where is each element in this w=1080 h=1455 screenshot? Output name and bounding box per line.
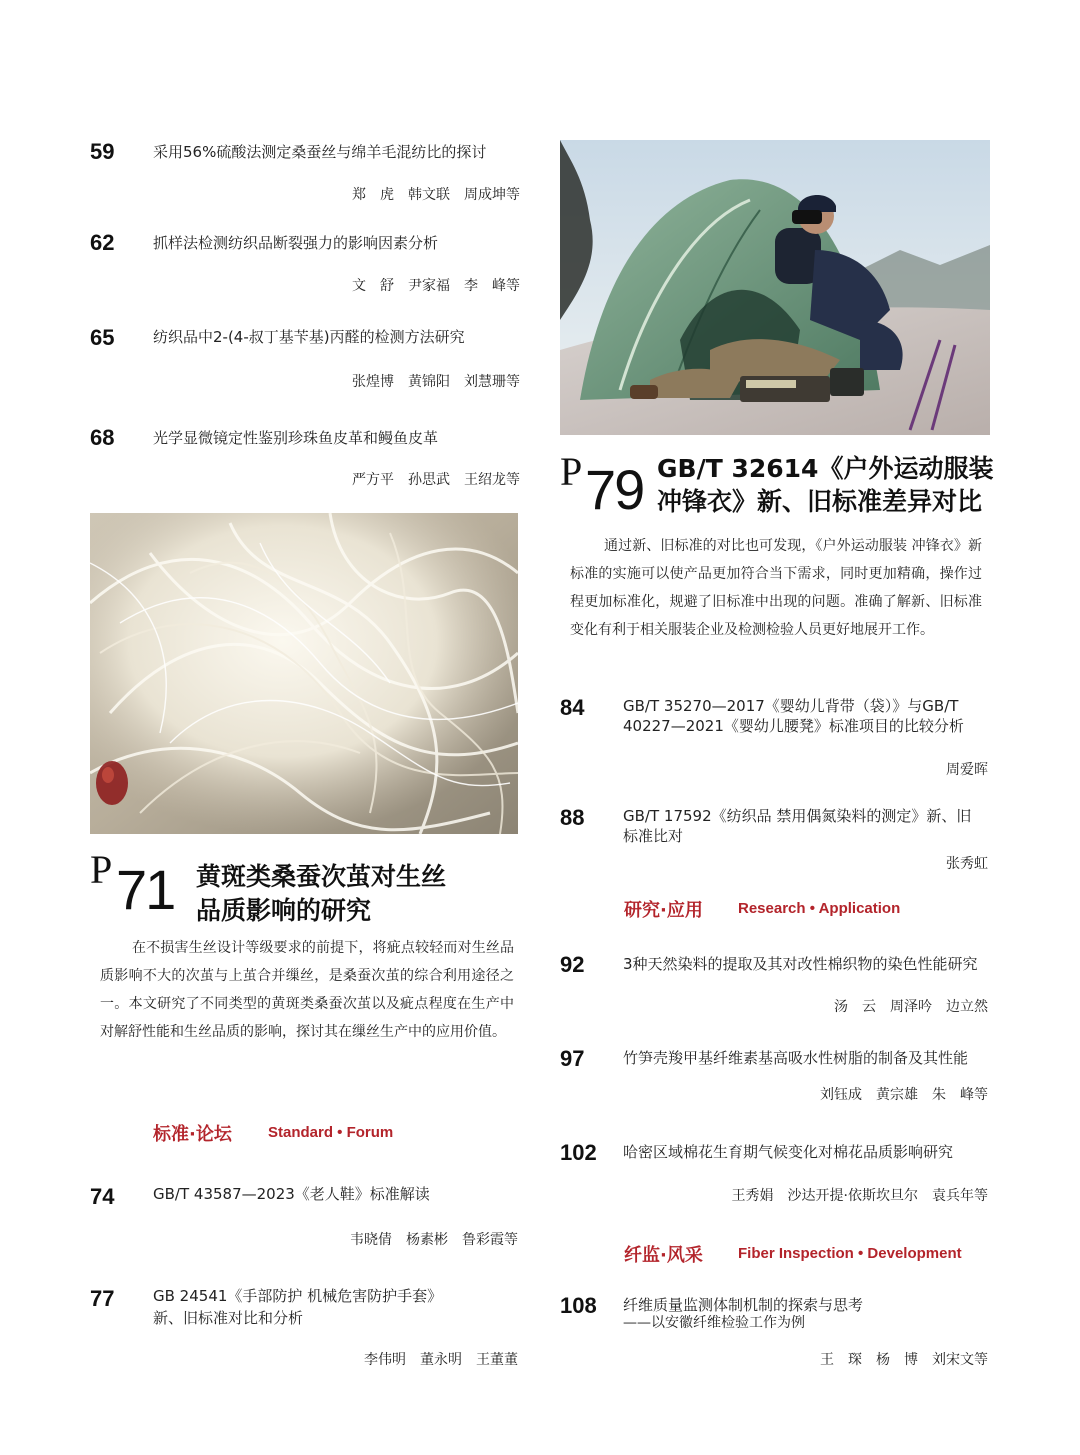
entry-77-title-line2[interactable]: 新、旧标准对比和分析 — [153, 1309, 304, 1327]
entry-97-page: 97 — [560, 1046, 585, 1071]
section-fiber-en: Fiber Inspection • Development — [738, 1245, 962, 1262]
hiker-tent-image — [560, 140, 990, 435]
entry-108-page: 108 — [560, 1293, 597, 1318]
entry-77-title-line1[interactable]: GB 24541《手部防护 机械危害防护手套》 — [153, 1287, 443, 1305]
entry-68-title[interactable]: 光学显微镜定性鉴别珍珠鱼皮革和鳗鱼皮革 — [153, 429, 439, 447]
entry-102-title[interactable]: 哈密区域棉花生育期气候变化对棉花品质影响研究 — [623, 1143, 954, 1161]
entry-88-title-line2[interactable]: 标准比对 — [623, 827, 684, 845]
feature-71-page: 71 — [116, 858, 175, 921]
entry-102-page: 102 — [560, 1140, 597, 1165]
entry-97-authors: 刘钰成 黄宗雄 朱 峰等 — [820, 1087, 988, 1103]
entry-84-page: 84 — [560, 695, 585, 720]
section-fiber-cn: 纤监·风采 — [624, 1245, 703, 1266]
entry-77-page: 77 — [90, 1286, 115, 1311]
feature-79-title-line2[interactable]: 冲锋衣》新、旧标准差异对比 — [657, 487, 983, 516]
entry-62-title[interactable]: 抓样法检测纺织品断裂强力的影响因素分析 — [153, 234, 439, 252]
entry-74-title[interactable]: GB/T 43587—2023《老人鞋》标准解读 — [153, 1185, 430, 1203]
entry-84-title-line1[interactable]: GB/T 35270—2017《婴幼儿背带（袋）》与GB/T — [623, 697, 959, 715]
feature-79-abstract: 通过新、旧标准的对比也可发现，《户外运动服装 冲锋衣》新标准的实施可以使产品更加符合当下需求，同时更加精确，操作过程更加标准化，规避了旧标准中出现的问题。准确了解新、旧标准变化有利于相关服装企业及检测检验人员更好地展开工作。 — [570, 538, 982, 638]
entry-74-page: 74 — [90, 1184, 115, 1209]
entry-59-page: 59 — [90, 139, 115, 164]
entry-74-authors: 韦晓倩 杨素彬 鲁彩霞等 — [350, 1232, 518, 1248]
entry-108-authors: 王 琛 杨 博 刘宋文等 — [820, 1352, 988, 1368]
silk-photo — [90, 513, 518, 834]
section-standard-cn: 标准·论坛 — [153, 1124, 232, 1145]
feature-71-title-line1[interactable]: 黄斑类桑蚕次茧对生丝 — [196, 862, 447, 891]
silk-skein-image — [90, 513, 518, 834]
entry-62-authors: 文 舒 尹家福 李 峰等 — [352, 278, 520, 294]
entry-62-page: 62 — [90, 230, 115, 255]
feature-79-prefix: P — [560, 449, 583, 494]
entry-92-title[interactable]: 3种天然染料的提取及其对改性棉织物的染色性能研究 — [623, 955, 978, 973]
feature-71-title-line2[interactable]: 品质影响的研究 — [196, 896, 372, 925]
entry-68-page: 68 — [90, 425, 115, 450]
entry-84-title-line2[interactable]: 40227—2021《婴幼儿腰凳》标准项目的比较分析 — [623, 717, 964, 735]
entry-65-page: 65 — [90, 325, 115, 350]
feature-71-prefix: P — [90, 847, 113, 892]
feature-79-title-line1[interactable]: GB/T 32614《户外运动服装 — [657, 454, 994, 483]
entry-59-authors: 郑 虎 韩文联 周成坤等 — [352, 187, 520, 203]
entry-68-authors: 严方平 孙思武 王绍龙等 — [352, 472, 520, 488]
section-research-en: Research • Application — [738, 900, 901, 917]
hiker-photo — [560, 140, 990, 435]
feature-79-page: 79 — [585, 458, 644, 521]
entry-59-title[interactable]: 采用56%硫酸法测定桑蚕丝与绵羊毛混纺比的探讨 — [153, 143, 487, 161]
entry-88-page: 88 — [560, 805, 585, 830]
section-standard-en: Standard • Forum — [268, 1124, 394, 1141]
feature-71-abstract: 在不损害生丝设计等级要求的前提下，将疵点较轻而对生丝品质影响不大的次茧与上茧合并缫丝，是桑蚕次茧的综合利用途径之一。本文研究了不同类型的黄斑类桑蚕次茧以及疵点程度在生产中对解舒性能和生丝品质的影响，探讨其在缫丝生产中的应用价值。 — [100, 940, 514, 1040]
entry-77-authors: 李伟明 董永明 王董董 — [364, 1352, 518, 1368]
entry-65-title[interactable]: 纺织品中2-(4-叔丁基苄基)丙醛的检测方法研究 — [153, 328, 465, 346]
entry-97-title[interactable]: 竹笋壳羧甲基纤维素基高吸水性树脂的制备及其性能 — [623, 1049, 969, 1067]
entry-88-title-line1[interactable]: GB/T 17592《纺织品 禁用偶氮染料的测定》新、旧 — [623, 807, 972, 825]
entry-108-title-line1[interactable]: 纤维质量监测体制机制的探索与思考 — [623, 1296, 864, 1314]
entry-88-authors: 张秀虹 — [946, 856, 988, 872]
section-research-cn: 研究·应用 — [624, 900, 703, 921]
entry-84-authors: 周爱晖 — [946, 762, 988, 778]
entry-102-authors: 王秀娟 沙达开提·依斯坎旦尔 袁兵年等 — [731, 1188, 988, 1204]
entry-108-title-line2[interactable]: ——以安徽纤维检验工作为例 — [623, 1315, 805, 1331]
entry-92-authors: 汤 云 周泽吟 边立然 — [834, 999, 988, 1015]
entry-92-page: 92 — [560, 952, 585, 977]
entry-65-authors: 张煌博 黄锦阳 刘慧珊等 — [352, 374, 520, 390]
